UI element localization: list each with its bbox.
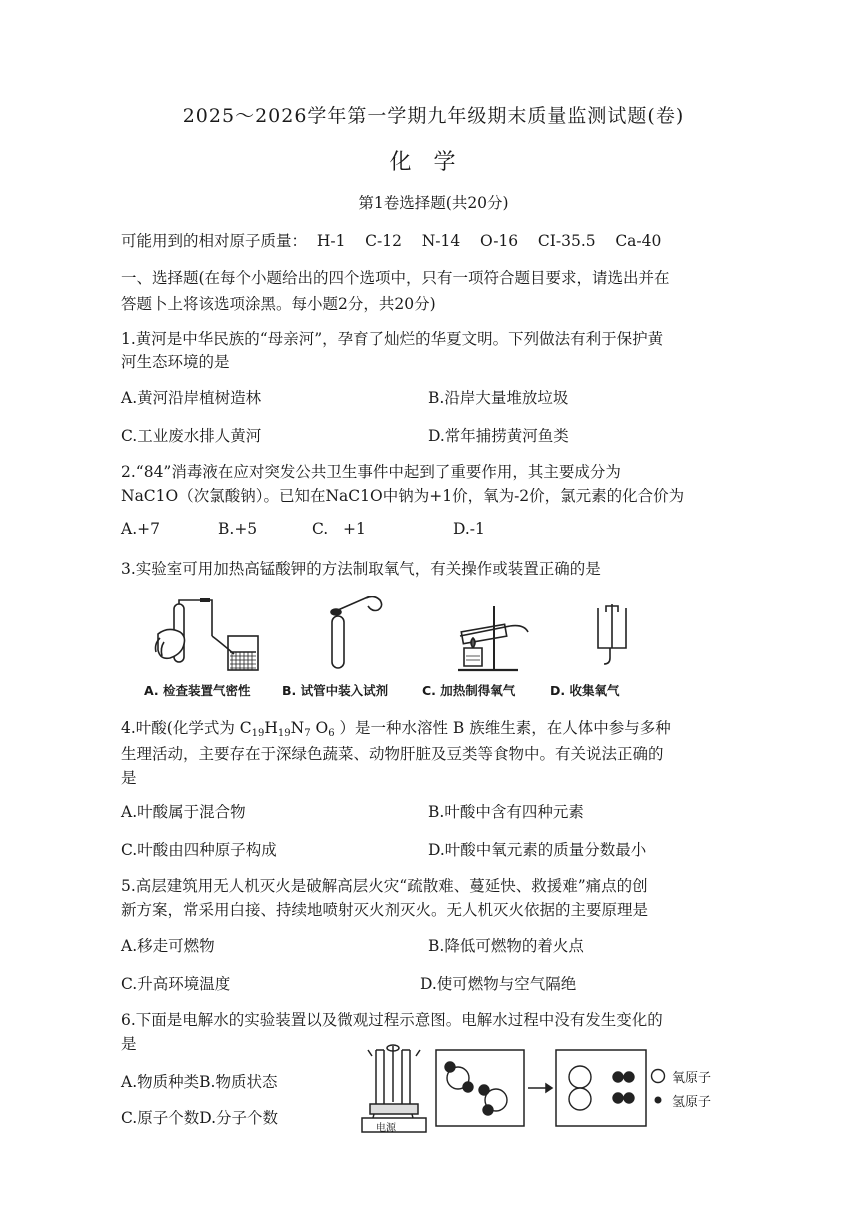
q2-stem-line-1: 2.“84”消毒液在应对突发公共卫生事件中起到了重要作用，其主要成分为 [121, 463, 621, 481]
q2-option-c: C. +1 [312, 520, 366, 538]
q5-stem-line-1: 5.高层建筑用无人机灭火是破解高层火灾“疏散难、蔓延快、救援难”痛点的创 [121, 877, 648, 895]
q1-option-a: A.黄河沿岸植树造林 [121, 389, 262, 407]
q3-stem: 3.实验室可用加热高锰酸钾的方法制取氧气，有关操作或装置正确的是 [121, 560, 601, 578]
after-reaction-box [556, 1050, 646, 1126]
q3-figure-label-b: B. 试管中装入试剂 [282, 683, 389, 698]
q4-stem-line-2: 生理活动，主要存在于深绿色蔬菜、动物肝脏及豆类等食物中。有关说法正确的 [121, 745, 664, 763]
q5-option-c: C.升高环境温度 [121, 975, 231, 993]
oxygen-atom-symbol [652, 1070, 665, 1083]
q4-sub-c: 19 [251, 728, 265, 739]
q4-sub-o: 6 [328, 728, 335, 739]
q4-option-d: D.叶酸中氧元素的质量分数最小 [428, 841, 647, 859]
q4-sub-h: 19 [277, 728, 291, 739]
q2-option-a: A.+7 [121, 520, 160, 538]
atomic-masses: 可能用到的相对原子质量： H-1 C-12 N-14 O-16 CI-35.5 Ca-40 [121, 232, 662, 250]
instructions-line-2: 答题卜上将该选项涂黑。每小题2分，共20分) [121, 295, 436, 313]
q1-stem-line-1: 1.黄河是中华民族的“母亲河”，孕育了灿烂的华夏文明。下列做法有利于保护黄 [121, 330, 664, 348]
section-heading: 第1卷选择题(共20分) [358, 194, 509, 212]
q6-stem-line-2: 是 [121, 1035, 137, 1053]
apparatus-a-airtightness [156, 600, 259, 670]
q3-apparatus-figures [140, 596, 760, 678]
electrolysis-micro-diagram [434, 1048, 648, 1128]
q5-option-b: B.降低可燃物的着火点 [428, 937, 584, 955]
q4-o: O [310, 719, 329, 737]
q4-option-b: B.叶酸中含有四种元素 [428, 803, 584, 821]
q4-option-c: C.叶酸由四种原子构成 [121, 841, 277, 859]
q4-stem-line-3: 是 [121, 769, 137, 787]
q3-figure-label-c: C. 加热制得氧气 [422, 683, 516, 698]
q2-stem-line-2: NaC1O（次氯酸钠）。已知在NaC1O中钠为+1价，氧为-2价，氯元素的化合价为 [121, 487, 685, 505]
apparatus-c-heating [458, 606, 528, 670]
power-supply-label: 电源 [376, 1123, 396, 1134]
q4-stem-line-1 [121, 716, 671, 739]
q2-option-d: D.-1 [453, 520, 485, 538]
q4-option-a: A.叶酸属于混合物 [121, 803, 246, 821]
legend-symbols [650, 1067, 666, 1109]
hydrogen-atom-symbol [655, 1097, 662, 1104]
q1-stem-line-2: 河生态环境的是 [121, 353, 230, 371]
apparatus-d-collect [598, 604, 626, 664]
instructions-line-1: 一、选择题(在每个小题给出的四个选项中，只有一项符合题目要求，请选出并在 [121, 269, 670, 287]
q6-options-cd: C.原子个数D.分子个数 [121, 1109, 279, 1127]
q3-figure-label-a: A. 检查装置气密性 [144, 683, 251, 698]
q4-n: N [290, 719, 305, 737]
exam-title: 2025～2026学年第一学期九年级期末质量监测试题(卷) [182, 105, 685, 127]
q1-option-b: B.沿岸大量堆放垃圾 [428, 389, 569, 407]
q4-stem-post: ）是一种水溶性 B 族维生素，在人体中参与多种 [334, 719, 671, 737]
q5-option-d: D.使可燃物与空气隔绝 [420, 975, 577, 993]
q2-option-b: B.+5 [218, 520, 258, 538]
q5-option-a: A.移走可燃物 [121, 937, 215, 955]
q4-stem-pre: 4.叶酸(化学式为 C [121, 719, 252, 737]
apparatus-b-load-reagent [331, 596, 382, 668]
q5-stem-line-2: 新方案，常采用白接、持续地喷射灭火剂灭火。无人机灭火依据的主要原理是 [121, 901, 649, 919]
q4-sub-n: 7 [304, 728, 311, 739]
q4-h: H [264, 719, 278, 737]
legend-hydrogen-atom: 氢原子 [672, 1095, 712, 1110]
q1-option-c: C.工业废水排人黄河 [121, 427, 262, 445]
q1-option-d: D.常年捕捞黄河鱼类 [428, 427, 569, 445]
q6-options-ab: A.物质种类B.物质状态 [121, 1073, 278, 1091]
q3-figure-label-d: D. 收集氧气 [550, 683, 620, 698]
subject-title: 化学 [389, 150, 478, 175]
q6-stem-line-1: 6.下面是电解水的实验装置以及微观过程示意图。电解水过程中没有发生变化的 [121, 1011, 663, 1029]
legend-oxygen-atom: 氧原子 [672, 1071, 712, 1086]
